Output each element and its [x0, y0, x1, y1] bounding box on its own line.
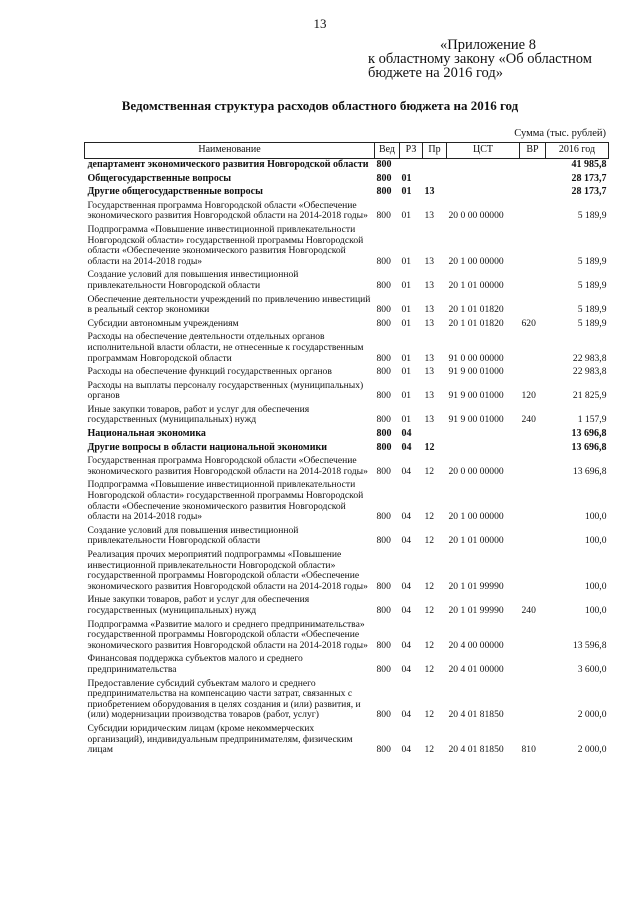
table-row: [85, 380, 609, 404]
row-ved: 800: [376, 535, 391, 547]
header-cst: ЦСТ: [447, 143, 520, 159]
table-row: [85, 224, 609, 269]
row-ved: 800: [376, 352, 391, 364]
row-cst: 20 4 01 81850: [448, 744, 504, 756]
appendix-line-1: «Приложение 8: [440, 37, 536, 53]
table-row: [85, 294, 609, 318]
header-vr: ВР: [520, 143, 546, 159]
table-header-row: [85, 143, 609, 159]
row-rz: [400, 159, 423, 173]
row-name: Другие вопросы в области национальной экономики: [87, 441, 328, 453]
row-ved: 800: [376, 511, 391, 523]
row-ved: 800: [376, 709, 391, 721]
row-cst: 91 9 00 01000: [448, 414, 504, 426]
row-vr: 620: [521, 317, 536, 329]
row-sum: 1 157,9: [577, 414, 607, 426]
row-name: Подпрограмма «Развитие малого и среднего предпринимательства» государственной программы Новгородской области «Обеспечение экономического развития Новгородской области на 2014-2018 годы»: [87, 618, 368, 651]
row-rz: 04: [401, 511, 412, 523]
row-sum: 100,0: [584, 511, 607, 523]
row-pr: 13: [424, 279, 435, 291]
row-sum: 100,0: [584, 580, 607, 592]
row-rz: 04: [401, 663, 412, 675]
row-ved: 800: [376, 304, 391, 316]
table-row: [85, 269, 609, 293]
row-cst: [447, 428, 520, 442]
row-ved: 800: [376, 317, 391, 329]
row-pr: 12: [424, 441, 435, 453]
row-pr: 12: [424, 511, 435, 523]
row-pr: 12: [424, 465, 435, 477]
row-rz: 04: [401, 709, 412, 721]
row-pr: 13: [424, 255, 435, 267]
row-ved: 800: [376, 186, 392, 198]
row-cst: 20 4 00 00000: [448, 639, 504, 651]
row-name: Финансовая поддержка субъектов малого и среднего предпринимательства: [87, 653, 303, 675]
row-cst: 20 1 01 01820: [448, 317, 504, 329]
table-row: [85, 678, 609, 723]
table-row: [85, 428, 609, 442]
row-rz: 01: [401, 366, 412, 378]
row-rz: 04: [401, 428, 412, 440]
row-ved: 800: [376, 465, 391, 477]
row-cst: 20 0 00 00000: [448, 210, 504, 222]
row-cst: 20 0 00 00000: [448, 465, 504, 477]
row-cst: 91 0 00 00000: [448, 352, 504, 364]
row-sum: 5 189,9: [577, 279, 607, 291]
row-pr: 13: [424, 317, 435, 329]
row-ved: 800: [376, 428, 392, 440]
row-cst: 91 9 00 01000: [448, 390, 504, 402]
row-vr: 810: [521, 744, 536, 756]
row-vr: [520, 428, 546, 442]
table-row: [85, 186, 609, 200]
row-rz: 01: [401, 304, 412, 316]
row-name: Государственная программа Новгородской области «Обеспечение экономического развития Новгородской области на 2014-2018 годы»: [87, 199, 368, 222]
table-row: [85, 173, 609, 187]
row-name: Национальная экономика: [87, 428, 206, 440]
row-name: Иные закупки товаров, работ и услуг для обеспечения государственных (муниципальных) нужд: [87, 403, 310, 426]
row-name: Другие общегосударственные вопросы: [87, 186, 263, 198]
page-number: 13: [313, 16, 327, 31]
row-sum: 5 189,9: [577, 210, 607, 222]
row-name: Расходы на обеспечение функций государственных органов: [87, 366, 332, 378]
row-rz: 01: [401, 186, 412, 198]
header-pr: Пр: [423, 143, 447, 159]
table-row: [85, 159, 609, 173]
row-ved: 800: [376, 159, 392, 170]
row-vr: [520, 269, 546, 293]
header-name: Наименование: [85, 143, 375, 159]
table-row: [85, 479, 609, 524]
row-pr: 12: [424, 535, 435, 547]
row-sum: 13 696,8: [571, 441, 607, 453]
row-cst: 20 1 01 99990: [448, 604, 504, 616]
budget-table: [84, 142, 609, 758]
row-pr: 13: [424, 366, 435, 378]
table-row: [85, 594, 609, 618]
row-sum: 28 173,7: [571, 172, 607, 184]
row-ved: 800: [376, 639, 391, 651]
row-vr: [520, 186, 546, 200]
row-vr: [520, 479, 546, 524]
row-rz: 01: [401, 255, 412, 267]
row-pr: [423, 428, 447, 442]
row-vr: [520, 366, 546, 380]
row-ved: 800: [376, 390, 391, 402]
row-pr: 12: [424, 663, 435, 675]
row-cst: 20 1 01 01820: [448, 304, 504, 316]
row-rz: 04: [401, 744, 412, 756]
table-row: [85, 455, 609, 479]
row-rz: 04: [401, 465, 412, 477]
row-cst: [447, 442, 520, 456]
row-vr: [520, 455, 546, 479]
row-ved: 800: [376, 255, 391, 267]
row-sum: 2 000,0: [577, 709, 607, 721]
row-rz: 01: [401, 352, 412, 364]
row-name: Создание условий для повышения инвестиционной привлекательности Новгородской области: [87, 269, 299, 291]
row-cst: 20 1 01 00000: [448, 279, 504, 291]
header-sum: 2016 год: [546, 143, 609, 159]
row-ved: 800: [376, 663, 391, 675]
row-rz: 01: [401, 390, 412, 402]
table-row: [85, 331, 609, 366]
row-name: Субсидии автономным учреждениям: [87, 317, 239, 329]
row-pr: [423, 173, 447, 187]
row-sum: 28 173,7: [571, 186, 607, 198]
row-cst: 20 1 00 00000: [448, 255, 504, 267]
row-ved: 800: [376, 279, 391, 291]
row-vr: [520, 442, 546, 456]
row-name: Создание условий для повышения инвестиционной привлекательности Новгородской области: [87, 524, 299, 547]
row-pr: 12: [424, 744, 435, 756]
row-ved: 800: [376, 210, 391, 222]
row-cst: 20 1 01 99990: [448, 580, 504, 592]
row-sum: 2 000,0: [577, 744, 607, 756]
row-name: Государственная программа Новгородской области «Обеспечение экономического развития Новгородской области на 2014-2018 годы»: [87, 455, 368, 477]
row-name: Иные закупки товаров, работ и услуг для обеспечения государственных (муниципальных) нужд: [87, 594, 310, 616]
row-sum: 5 189,9: [577, 317, 607, 329]
row-name: Подпрограмма «Повышение инвестиционной привлекательности Новгородской области» государственной программы Новгородской области «Обеспечение экономического развития Новгородской области на 2014-2018 годы»: [87, 479, 364, 523]
row-name: Обеспечение деятельности учреждений по привлечению инвестиций в реальный сектор экономики: [87, 293, 371, 316]
table-row: [85, 200, 609, 224]
row-rz: 04: [401, 604, 412, 616]
row-name: Субсидии юридическим лицам (кроме некоммерческих организаций), индивидуальным предпринимателям, физическим лицам: [87, 722, 353, 756]
row-ved: 800: [376, 744, 391, 756]
row-cst: 20 1 01 00000: [448, 535, 504, 547]
row-ved: 800: [376, 604, 391, 616]
row-sum: 21 825,9: [572, 390, 607, 402]
row-pr: 12: [424, 604, 435, 616]
row-sum: 13 596,8: [572, 639, 607, 651]
row-vr: [520, 294, 546, 318]
row-vr: [520, 331, 546, 366]
row-sum: 22 983,8: [572, 352, 607, 364]
row-sum: 13 696,8: [572, 465, 607, 477]
row-vr: [520, 678, 546, 723]
row-rz: 04: [401, 639, 412, 651]
row-rz: 01: [401, 279, 412, 291]
row-sum: 100,0: [584, 604, 607, 616]
appendix-line-3: бюджете на 2016 год»: [368, 65, 504, 81]
row-sum: 5 189,9: [577, 304, 607, 316]
row-vr: [520, 525, 546, 549]
row-pr: 13: [424, 210, 435, 222]
row-pr: [423, 159, 447, 173]
row-cst: 91 9 00 01000: [448, 366, 504, 378]
table-row: [85, 318, 609, 332]
appendix-line-2: к областному закону «Об областном: [368, 51, 592, 67]
row-name: Реализация прочих мероприятий подпрограммы «Повышение инвестиционной привлекательности Новгородской области» государственной программы Новгородской области «Обеспечение экономического развития Новгородской области на 2014-2018 годы»: [87, 549, 368, 592]
row-ved: 800: [376, 441, 392, 453]
row-sum: 22 983,8: [572, 366, 607, 378]
row-vr: 120: [521, 390, 536, 402]
units-label: Сумма (тыс. рублей): [514, 128, 606, 139]
row-vr: [520, 173, 546, 187]
table-row: [85, 442, 609, 456]
row-vr: [520, 224, 546, 269]
header-rz: РЗ: [400, 143, 423, 159]
header-ved: Вед: [375, 143, 400, 159]
row-vr: 240: [521, 414, 536, 426]
row-ved: 800: [376, 580, 391, 592]
row-cst: 20 4 01 00000: [448, 663, 504, 675]
row-ved: 800: [376, 366, 391, 378]
table-row: [85, 525, 609, 549]
row-pr: 13: [424, 304, 435, 316]
table-row: [85, 549, 609, 594]
row-vr: [520, 549, 546, 594]
row-pr: 12: [424, 639, 435, 651]
table-row: [85, 366, 609, 380]
row-rz: 04: [401, 580, 412, 592]
table-row: [85, 723, 609, 758]
row-cst: [447, 173, 520, 187]
row-vr: 240: [521, 604, 536, 616]
row-sum: 5 189,9: [577, 255, 607, 267]
document-title: Ведомственная структура расходов областного бюджета на 2016 год: [121, 98, 519, 113]
row-cst: 20 4 01 81850: [448, 709, 504, 721]
row-rz: 04: [401, 535, 412, 547]
row-cst: 20 1 00 00000: [448, 511, 504, 523]
row-name: Расходы на выплаты персоналу государственных (муниципальных) органов: [87, 379, 364, 402]
row-pr: 13: [424, 186, 435, 198]
row-rz: 01: [401, 210, 412, 222]
row-vr: [520, 159, 546, 173]
row-vr: [520, 653, 546, 677]
table-row: [85, 404, 609, 428]
row-cst: [447, 186, 520, 200]
row-sum: 3 600,0: [577, 663, 607, 675]
row-name: Общегосударственные вопросы: [87, 172, 232, 184]
row-sum: 41 985,8: [571, 159, 607, 170]
table-row: [85, 619, 609, 654]
table-row: [85, 653, 609, 677]
row-pr: 12: [424, 580, 435, 592]
row-pr: 13: [424, 414, 435, 426]
row-rz: 01: [401, 317, 412, 329]
row-pr: 13: [424, 352, 435, 364]
row-rz: 01: [401, 414, 412, 426]
row-sum: 100,0: [584, 535, 607, 547]
row-ved: 800: [376, 414, 391, 426]
row-vr: [520, 200, 546, 224]
row-sum: 13 696,8: [571, 428, 607, 440]
row-name: департамент экономического развития Новгородской области: [87, 159, 369, 170]
row-pr: 13: [424, 390, 435, 402]
row-rz: 01: [401, 172, 412, 184]
row-cst: [447, 159, 520, 173]
row-vr: [520, 619, 546, 654]
row-ved: 800: [376, 172, 392, 184]
row-name: Предоставление субсидий субъектам малого и среднего предпринимательства на компенсацию части затрат, связанных с приобретением оборудования в целях создания и (или) развития, и (или) модернизации производства товаров (работ, услуг): [87, 677, 361, 721]
row-name: Подпрограмма «Повышение инвестиционной привлекательности Новгородской области» государственной программы Новгородской области «Обеспечение экономического развития Новгородской области на 2014-2018 годы»: [87, 223, 364, 267]
row-pr: 12: [424, 709, 435, 721]
appendix-header: [368, 38, 618, 80]
row-rz: 04: [401, 441, 412, 453]
row-name: Расходы на обеспечение деятельности отдельных органов исполнительной власти области, не отнесенные к государственным программам Новгородской области: [87, 331, 364, 364]
